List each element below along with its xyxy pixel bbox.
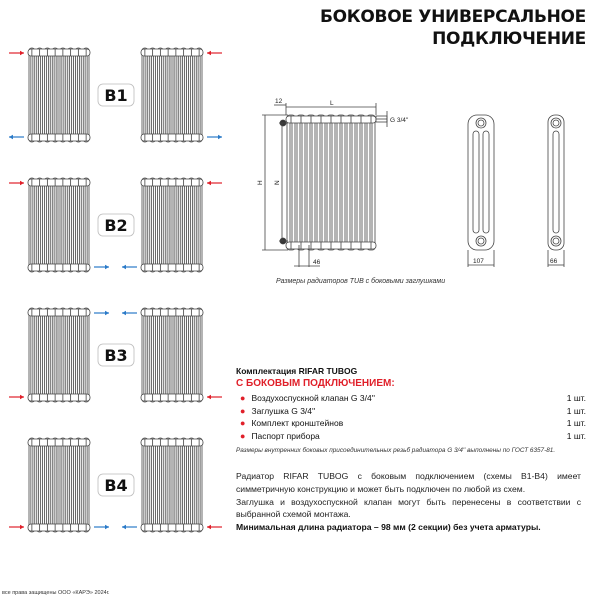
- scheme-label-text: B1: [104, 86, 128, 105]
- dim-66: 66: [550, 258, 558, 265]
- description-p2: Заглушка и воздухоспускной клапан могут быть перенесены в соответствии с выбранной схемой монтажа.: [236, 496, 581, 520]
- supply-arrow-icon: [207, 51, 222, 55]
- supply-arrow-icon: [207, 181, 222, 185]
- dim-12: 12: [275, 98, 283, 105]
- radiator-icon: [286, 115, 376, 250]
- drawing-caption: Размеры радиаторов TUB с боковыми заглушками: [276, 278, 446, 285]
- kit-item-label: [240, 406, 315, 416]
- title-line-2: ПОДКЛЮЧЕНИЕ: [432, 29, 586, 49]
- supply-arrow-icon: [207, 395, 222, 399]
- supply-arrow-icon: [9, 51, 24, 55]
- dim-n: N: [274, 180, 281, 185]
- radiator-icon: [28, 438, 90, 532]
- scheme-b2: [9, 178, 222, 272]
- radiator-icon: [141, 48, 203, 142]
- bullet-icon: ●: [240, 418, 246, 429]
- radiator-icon: [28, 308, 90, 402]
- description: [236, 470, 581, 534]
- title-line-1: БОКОВОЕ УНИВЕРСАЛЬНОЕ: [320, 7, 586, 27]
- kit-heading: Комплектация RIFAR TUBOG: [236, 366, 358, 376]
- return-arrow-icon: [94, 311, 109, 315]
- dim-l: L: [330, 100, 334, 107]
- return-arrow-icon: [122, 311, 137, 315]
- dim-46: 46: [313, 259, 321, 266]
- kit-item: [236, 417, 586, 430]
- scheme-label: [98, 344, 134, 366]
- return-arrow-icon: [94, 265, 109, 269]
- connection-schemes: [0, 0, 230, 560]
- kit-section: [236, 366, 586, 454]
- supply-arrow-icon: [9, 181, 24, 185]
- kit-note: Размеры внутренних боковых присоединительных резьб радиатора G 3/4'' выполнены по ГОСТ 6357-81.: [236, 447, 556, 454]
- dim-thread: G 3/4'': [390, 117, 409, 124]
- kit-item: [236, 392, 586, 405]
- radiator-icon: [141, 438, 203, 532]
- kit-item-name: Заглушка G 3/4'': [251, 405, 316, 416]
- kit-item-name: Паспорт прибора: [251, 430, 320, 441]
- footer-copyright: все права защищены ООО «КАРЭ» 2024г.: [2, 590, 110, 596]
- description-p3: Минимальная длина радиатора – 98 мм (2 секции) без учета арматуры.: [236, 522, 541, 533]
- scheme-label: [98, 214, 134, 236]
- scheme-b3: [9, 308, 222, 402]
- scheme-label-text: B2: [104, 216, 128, 235]
- radiator-icon: [28, 178, 90, 272]
- scheme-label: [98, 84, 134, 106]
- supply-arrow-icon: [207, 525, 222, 529]
- return-arrow-icon: [94, 525, 109, 529]
- supply-arrow-icon: [9, 395, 24, 399]
- dim-107: 107: [473, 258, 484, 265]
- radiator-icon: [141, 308, 203, 402]
- scheme-label: [98, 474, 134, 496]
- return-arrow-icon: [122, 525, 137, 529]
- page-title: [320, 6, 586, 50]
- return-arrow-icon: [9, 135, 24, 139]
- kit-item-qty: 1 шт.: [566, 430, 586, 441]
- scheme-label-text: B4: [104, 476, 128, 495]
- supply-arrow-icon: [9, 525, 24, 529]
- dimension-drawing: [250, 95, 600, 275]
- kit-item-label: [240, 418, 343, 428]
- bullet-icon: ●: [240, 430, 246, 441]
- radiator-icon: [28, 48, 90, 142]
- bullet-icon: ●: [240, 393, 246, 404]
- return-arrow-icon: [207, 135, 222, 139]
- kit-item: [236, 405, 586, 418]
- radiator-icon: [141, 178, 203, 272]
- description-p1: Радиатор RIFAR TUBOG с боковым подключением (схемы B1-B4) имеет симметричную конструкцию и может быть подключен по любой из схем.: [236, 471, 581, 494]
- kit-subheading: С БОКОВЫМ ПОДКЛЮЧЕНИЕМ:: [236, 378, 395, 389]
- kit-item: [236, 430, 586, 443]
- kit-item-qty: 1 шт.: [566, 418, 586, 429]
- kit-item-label: [240, 393, 375, 403]
- kit-item-qty: 1 шт.: [566, 405, 586, 416]
- kit-item-qty: 1 шт.: [566, 393, 586, 404]
- scheme-label-text: B3: [104, 346, 128, 365]
- kit-item-name: Воздухоспускной клапан G 3/4'': [251, 393, 375, 404]
- scheme-b1: [9, 48, 222, 142]
- dim-h: H: [257, 180, 264, 185]
- scheme-b4: [9, 438, 222, 532]
- bullet-icon: ●: [240, 405, 246, 416]
- return-arrow-icon: [122, 265, 137, 269]
- kit-item-label: [240, 431, 320, 441]
- kit-item-name: Комплект кронштейнов: [251, 418, 344, 429]
